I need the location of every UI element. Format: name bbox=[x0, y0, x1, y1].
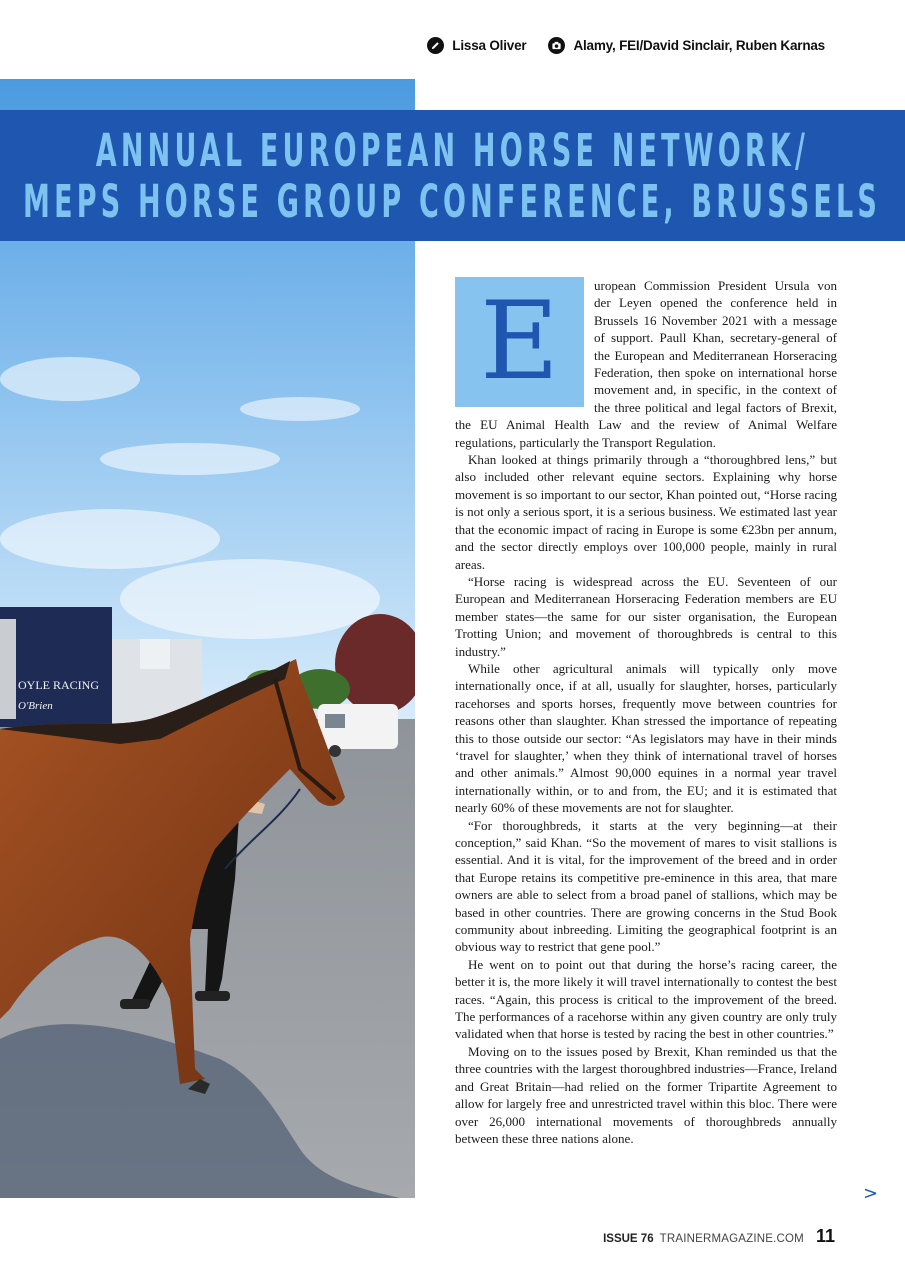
headline-line-2: MEPS HORSE GROUP CONFERENCE, BRUSSELS bbox=[23, 174, 882, 228]
author-credit: Lissa Oliver bbox=[452, 38, 527, 53]
photo-credit: Alamy, FEI/David Sinclair, Ruben Karnas bbox=[573, 38, 825, 53]
article-paragraph: Khan looked at things primarily through a “thoroughbred lens,” but also included other relevant equine sectors. Explaining why horse movement is so important to our sector, Khan pointed out, “Horse racing is not only a serious sport, it is a serious business. We estimated last year that the economic impact of racing in Europe is some €23bn per annum, and the sector directly employs over 100,000 people, mainly in rural areas. bbox=[455, 452, 837, 572]
camera-icon bbox=[548, 37, 565, 54]
box-text-1: OYLE RACING bbox=[18, 678, 99, 692]
page-number: 11 bbox=[815, 1226, 835, 1246]
headline-banner bbox=[0, 110, 905, 241]
pencil-icon bbox=[427, 37, 444, 54]
issue-number: ISSUE 76 bbox=[603, 1233, 654, 1245]
article-paragraph: While other agricultural animals will typically only move internationally once, if at all, usually for slaughter, horses, particularly racehorses and sports horses, frequently move between countries for reasons other than slaughter. Khan stressed the importance of repeating this to those outside our sector: “As legislators may have in their minds ‘travel for slaughter,’ when they think of international travel of horses and other animals.” Almost 90,000 equines in a normal year travel internationally within, or to and from, the EU; and it is estimated that nearly 60% of these movements are not for slaughter. bbox=[455, 660, 837, 816]
magazine-site: TRAINERMAGAZINE.COM bbox=[659, 1233, 804, 1245]
drop-cap: E bbox=[455, 277, 584, 407]
continue-arrow-icon: > bbox=[863, 1183, 879, 1204]
article-paragraph: He went on to point out that during the horse’s racing career, the better it is, the more likely it will travel internationally to contest the best races. “Again, this process is critical to the improvement of the breed. The performances of a racehorse within any given country are only truly validated when that horse is tested by racing the best in other countries.” bbox=[455, 956, 837, 1042]
article-paragraph: Moving on to the issues posed by Brexit, Khan reminded us that the three countries with the largest thoroughbred industries—France, Ireland and Great Britain—had relied on the former Tripartite Agreement to allow for largely free and unrestricted travel within this bloc. There were over 26,000 international movements of thoroughbreds annually between these three nations alone. bbox=[455, 1043, 837, 1146]
box-text-2: O'Brien bbox=[18, 700, 53, 712]
credits-line bbox=[427, 37, 825, 54]
article-body bbox=[455, 277, 837, 1147]
article-paragraph: “Horse racing is widespread across the EU. Seventeen of our European and Mediterranean Horseracing Federation members are EU member states—the same for our sister organisation, the European Trotting Union; and movement of thoroughbreds is central to this industry.” bbox=[455, 573, 837, 659]
page-footer bbox=[603, 1226, 835, 1247]
headline-line-1: ANNUAL EUROPEAN HORSE NETWORK/ bbox=[95, 123, 810, 177]
article-paragraph: uropean Commission President Ursula von der Leyen opened the conference held in Brussels 16 November 2021 with a message of support. Paull Khan, secretary-general of the European and Mediterranean Horseracing Federation, then spoke on international horse movement and, in specific, in the context of the three political and legal factors of Brexit, the EU Animal Health Law and the review of Animal Welfare regulations, particularly the Transport Regulation. bbox=[455, 278, 837, 450]
horse-photo bbox=[0, 79, 415, 1198]
article-paragraph: “For thoroughbreds, it starts at the very beginning—at their conception,” said Khan. “So the movement of mares to visit stallions is essential. And it is vital, for the improvement of the breed and in order that Europe retains its competitive pre-eminence in this area, that mare owners are able to select from a broad panel of stallions, which may be based in other countries. There are growing concerns in the Stud Book community about inbreeding. Limiting the geographical footprint is an obvious way to restrict that gene pool.” bbox=[455, 817, 837, 955]
